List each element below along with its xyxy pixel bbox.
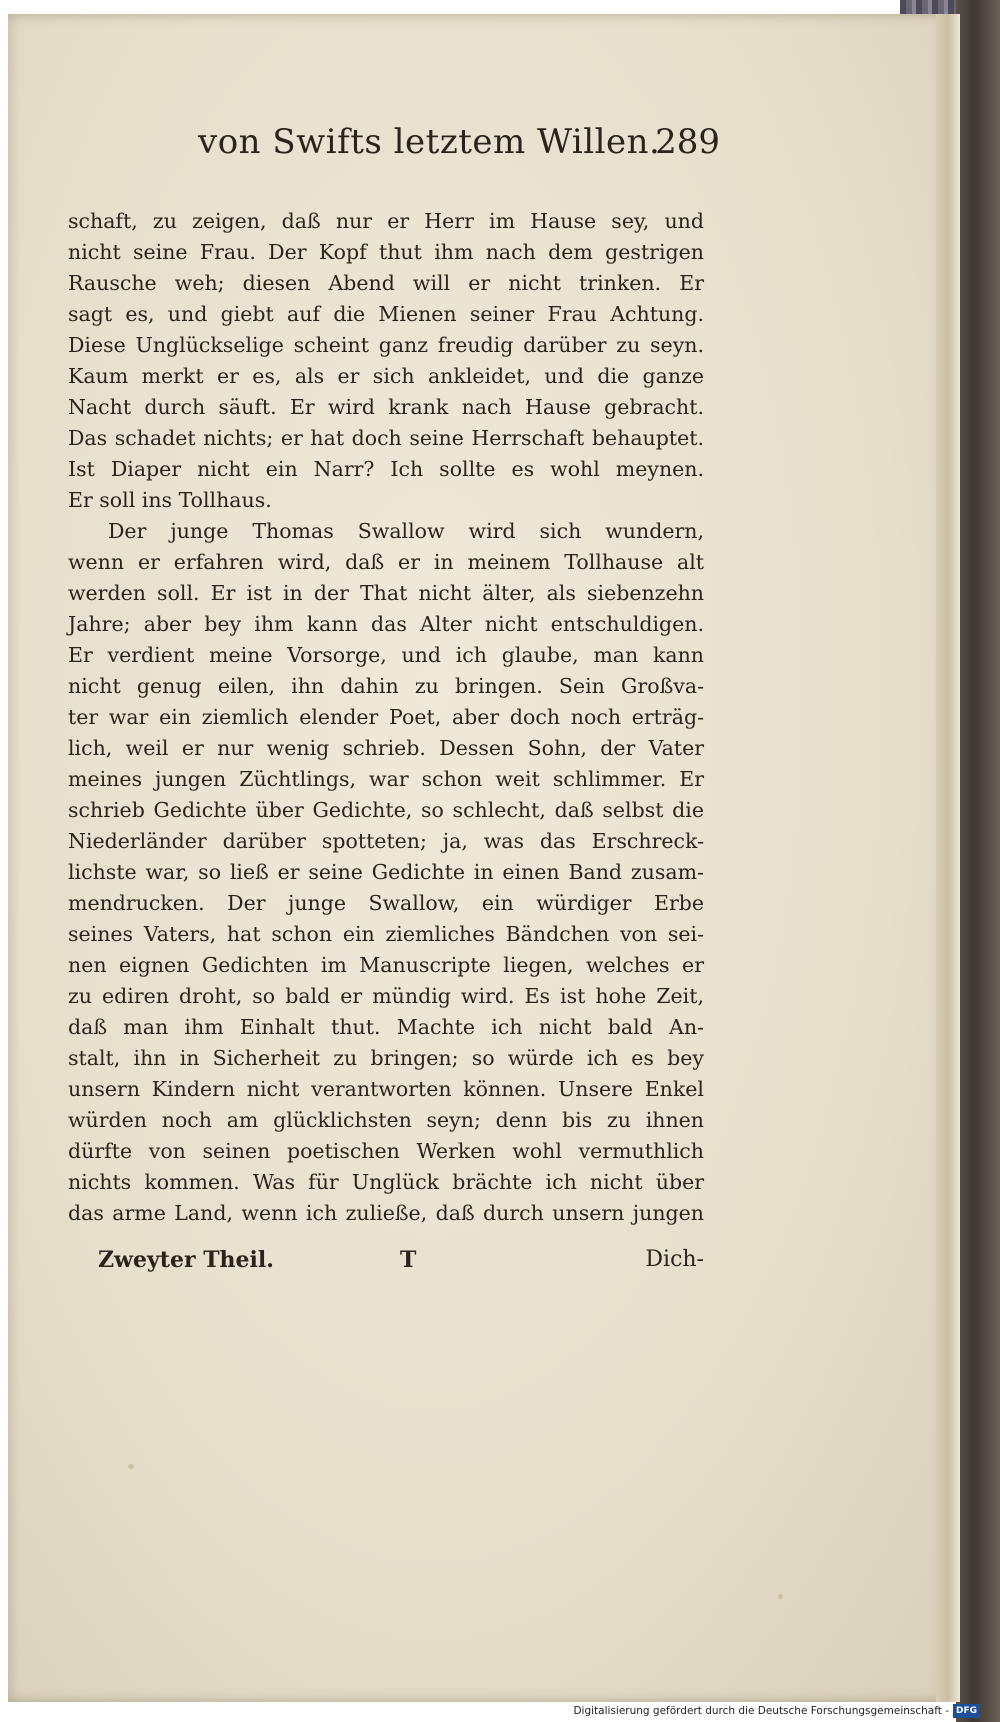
text-line: Rausche weh; diesen Abend will er nicht trinken. Er [68,271,704,295]
text-line: schaft, zu zeigen, daß nur er Herr im Hause sey, und [68,209,704,233]
text-line: Diese Unglückselige scheint ganz freudig darüber zu seyn. [68,333,704,357]
text-line: wenn er erfahren wird, daß er in meinem Tollhause alt [68,550,704,574]
text-line: daß man ihm Einhalt thut. Machte ich nicht bald An- [68,1015,704,1039]
text-line: Er verdient meine Vorsorge, und ich glaube, man kann [68,643,704,667]
signature-title: Zweyter Theil. [98,1247,274,1273]
text-line: dürfte von seinen poetischen Werken wohl vermuthlich [68,1139,704,1163]
text-line: würden noch am glücklichsten seyn; denn bis zu ihnen [68,1108,704,1132]
text-line: werden soll. Er ist in der That nicht älter, als siebenzehn [68,581,704,605]
text-line: zu ediren droht, so bald er mündig wird. Es ist hohe Zeit, [68,984,704,1008]
text-line: Kaum merkt er es, als er sich ankleidet, und die ganze [68,364,704,388]
text-line: meines jungen Züchtlings, war schon weit schlimmer. Er [68,767,704,791]
text-line: Jahre; aber bey ihm kann das Alter nicht entschuldigen. [68,612,704,636]
catchword: Dich- [645,1247,704,1272]
text-line: schrieb Gedichte über Gedichte, so schlecht, daß selbst die [68,798,704,822]
text-line: Nacht durch säuft. Er wird krank nach Hause gebracht. [68,395,704,419]
text-line: ter war ein ziemlich elender Poet, aber doch noch erträg- [68,705,704,729]
book-cover-edge [956,0,1000,1722]
sheet-mark: T [400,1247,417,1273]
text-line: mendrucken. Der junge Swallow, ein würdiger Erbe [68,891,704,915]
text-line: unsern Kindern nicht verantworten können. Unsere Enkel [68,1077,704,1101]
dfg-logo: DFG [953,1704,980,1718]
text-line: das arme Land, wenn ich zuließe, daß durch unsern jungen [68,1201,704,1225]
text-line: Er soll ins Tollhaus. [68,488,272,512]
text-line: stalt, ihn in Sicherheit zu bringen; so würde ich es bey [68,1046,704,1070]
text-line: seines Vaters, hat schon ein ziemliches Bändchen von sei- [68,922,704,946]
paper-speck [128,1464,134,1469]
text-line: lichste war, so ließ er seine Gedichte in einen Band zusam- [68,860,704,884]
text-line: lich, weil er nur wenig schrieb. Dessen Sohn, der Vater [68,736,704,760]
digitization-credit [573,1702,980,1720]
text-line: nichts kommen. Was für Unglück brächte ich nicht über [68,1170,704,1194]
credit-text: Digitalisierung gefördert durch die Deutsche Forschungsgemeinschaft - [573,1705,949,1717]
page-number: 289 [655,122,720,162]
text-line: nicht seine Frau. Der Kopf thut ihm nach dem gestrigen [68,240,704,264]
running-title: von Swifts letztem Willen. [198,122,661,162]
paper-speck [778,1594,783,1599]
text-line: Der junge Thomas Swallow wird sich wundern, [108,519,704,543]
text-block [68,206,704,1229]
text-line: nen eignen Gedichten im Manuscripte liegen, welches er [68,953,704,977]
text-line: Niederländer darüber spotteten; ja, was das Erschreck- [68,829,704,853]
page-fold [936,14,960,1702]
text-line: nicht genug eilen, ihn dahin zu bringen. Sein Großva- [68,674,704,698]
text-line: Das schadet nichts; er hat doch seine Herrschaft behauptet. [68,426,704,450]
text-line: Ist Diaper nicht ein Narr? Ich sollte es wohl meynen. [68,457,704,481]
text-line: sagt es, und giebt auf die Mienen seiner Frau Achtung. [68,302,704,326]
page-footer [98,1247,704,1281]
